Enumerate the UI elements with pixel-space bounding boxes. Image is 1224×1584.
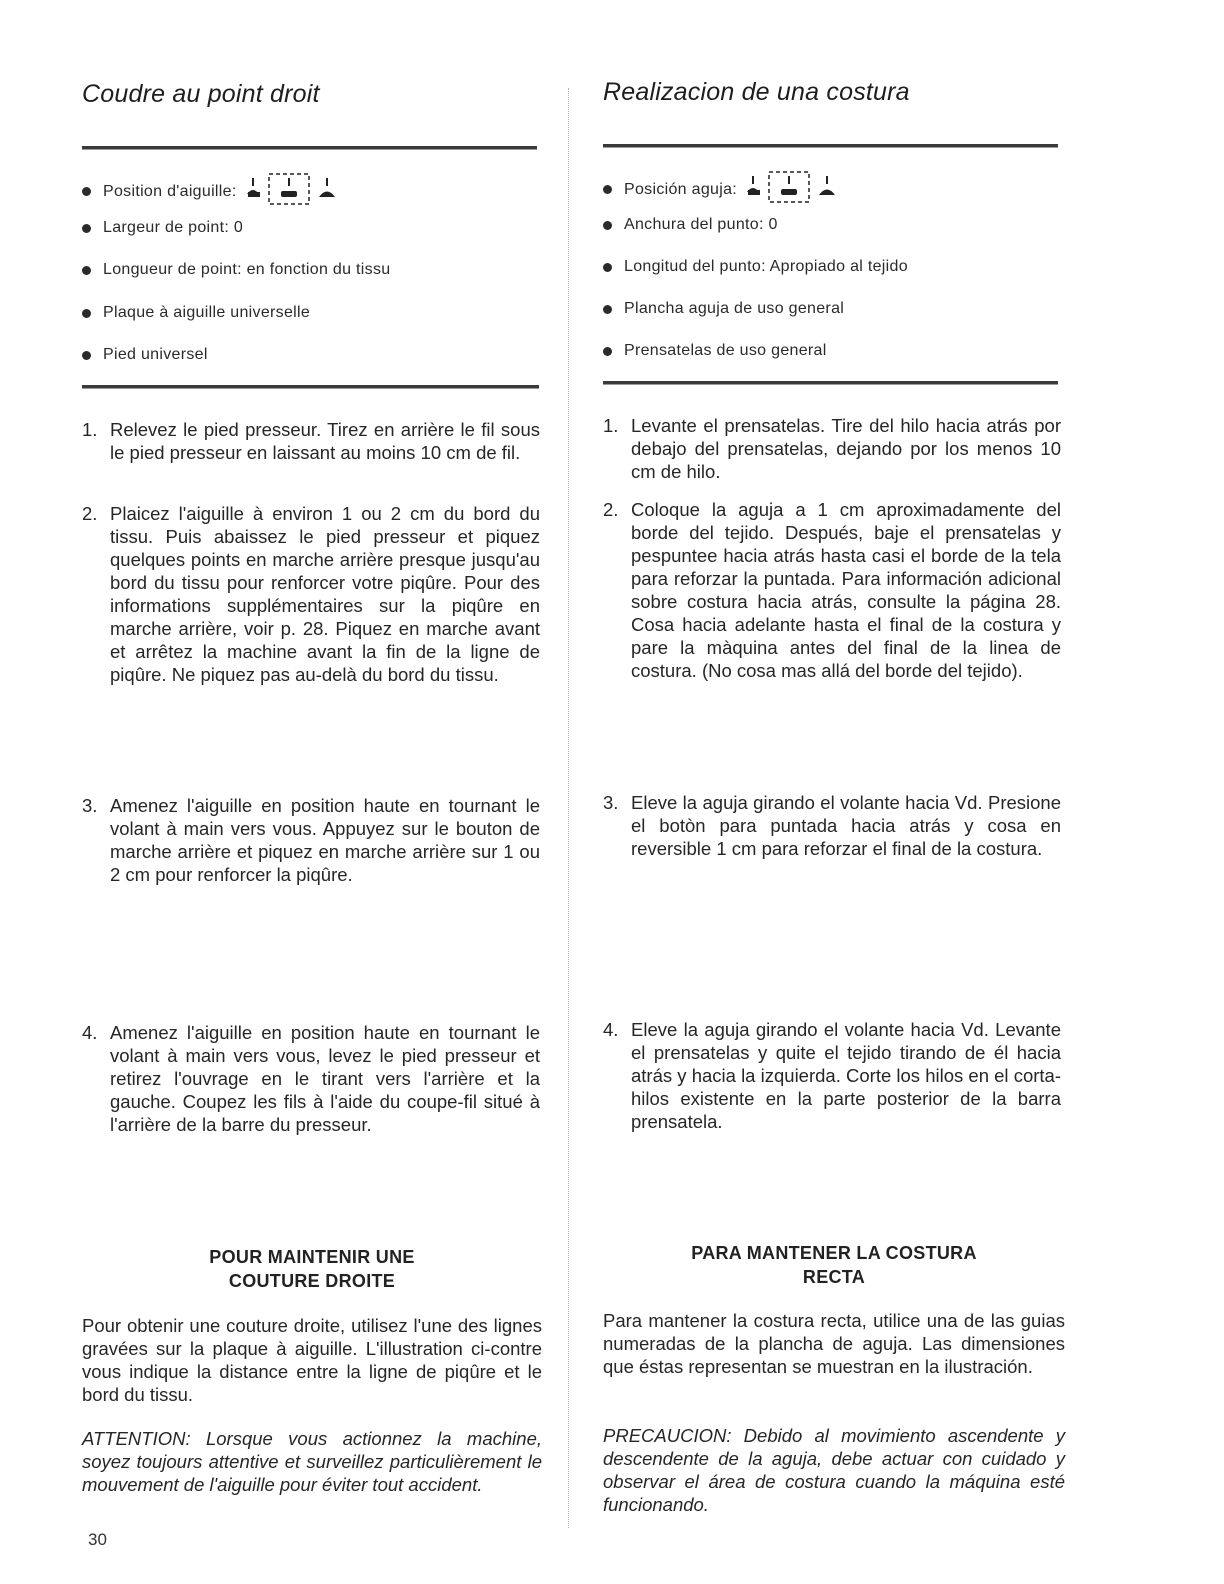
bullet-icon [82,309,91,318]
bullet-icon [82,187,91,196]
french-step-3: 3. Amenez l'aiguille en position haute en tournant le volant à main vers vous. Appuyez sur le bouton de marche arrière et piquez en marche arrière sur 1 ou 2 cm pour renforcer la piqûre. [82,795,540,885]
bullet-icon [82,351,91,360]
spanish-top-rule [603,144,1058,148]
spanish-spec-needle-position: Posición aguja: [603,170,837,209]
bullet-icon [603,263,612,272]
page-number: 30 [88,1530,107,1549]
bullet-icon [603,305,612,314]
needle-position-icon [247,172,337,211]
bullet-icon [603,185,612,194]
bullet-icon [603,347,612,356]
bullet-icon [82,224,91,233]
needle-position-icon [747,170,837,209]
spanish-step-2: 2. Coloque la aguja a 1 cm aproximadamente del borde del tejido. Después, baje el prensatelas y pespuntee hacia atrás hasta casi el borde de la tela para reforzar la puntada. Para información adicional sobre costura hacia atrás, consulte la página 28. Cosa hacia adelante hasta el final de la costura y pare la màquina antes del final de la linea de costura. (No cosa mas allá del borde del tejido). [603,499,1061,681]
spanish-step-1: 1. Levante el prensatelas. Tire del hilo hacia atrás por debajo del prensatelas, dejando por los menos 10 cm de hilo. [603,415,1061,482]
french-spec-needle-position: Position d'aiguille: [82,172,337,211]
french-spec-stitch-width: Largeur de point: 0 [82,219,243,237]
spanish-subhead: PARA MANTENER LA COSTURA RECTA [691,1243,977,1287]
french-spec-needle-plate: Plaque à aiguille universelle [82,304,310,322]
spanish-step-4: 4. Eleve la aguja girando el volante hacia Vd. Levante el prensatelas y quite el tejido tirando de él hacia atrás y hacia la izquierda. Corte los hilos en el corta-hilos existente en la parte posterior de la barra prensatela. [603,1019,1061,1132]
french-bottom-rule [82,385,539,389]
french-column [82,0,542,1584]
french-step-4: 4. Amenez l'aiguille en position haute en tournant le volant à main vers vous, levez le pied presseur et retirez l'ouvrage en le tirant vers l'arrière et la gauche. Coupez les fils à l'aide du coupe-fil situé à l'arrière de la barre du presseur. [82,1022,540,1135]
spanish-warning: PRECAUCION: Debido al movimiento ascendente y descendente de la aguja, debe actuar con cuidado y observar el área de costura cuando la máquina esté funcionando. [603,1425,1065,1515]
french-step-2: 2. Plaicez l'aiguille à environ 1 ou 2 cm du bord du tissu. Puis abaissez le pied presseur et piquez quelques points en marche arrière presque jusqu'au bord du tissu pour renforcer votre piqûre. Pour des informations supplémentaires sur la piqûre en marche arrière, voir p. 28. Piquez en marche avant et arrêtez la machine avant la fin de la ligne de piqûre. Ne piquez pas au-delà du bord du tissu. [82,503,540,685]
spanish-paragraph: Para mantener la costura recta, utilice una de las guias numeradas de la plancha de aguja. Las dimensiones que éstas representan se muestran en la ilustración. [603,1310,1065,1377]
french-step-1: 1. Relevez le pied presseur. Tirez en arrière le fil sous le pied presseur en laissant au moins 10 cm de fil. [82,419,540,463]
french-paragraph: Pour obtenir une couture droite, utilisez l'une des lignes gravées sur la plaque à aiguille. L'illustration ci-contre vous indique la distance entre la ligne de piqûre et le bord du tissu. [82,1315,542,1405]
bullet-icon [82,266,91,275]
french-spec-stitch-length: Longueur de point: en fonction du tissu [82,261,390,279]
spanish-spec-stitch-width: Anchura del punto: 0 [603,216,778,234]
french-title: Coudre au point droit [82,80,320,108]
spanish-step-3: 3. Eleve la aguja girando el volante hacia Vd. Presione el botòn para puntada hacia atrás y cosa en reversible 1 cm para reforzar el final de la costura. [603,792,1061,859]
spanish-spec-stitch-length: Longitud del punto: Apropiado al tejido [603,258,908,276]
spanish-spec-needle-plate: Plancha aguja de uso general [603,300,844,318]
spanish-column [603,0,1065,1584]
spanish-spec-foot: Prensatelas de uso general [603,342,827,360]
french-top-rule [82,146,537,150]
french-warning: ATTENTION: Lorsque vous actionnez la machine, soyez toujours attentive et surveillez particulièrement le mouvement de l'aiguille pour éviter tout accident. [82,1428,542,1495]
bullet-icon [603,221,612,230]
column-divider [568,88,569,1528]
french-subhead: POUR MAINTENIR UNE COUTURE DROITE [209,1247,415,1291]
spanish-bottom-rule [603,381,1058,385]
spanish-title: Realizacion de una costura [603,78,910,106]
french-spec-foot: Pied universel [82,346,208,364]
